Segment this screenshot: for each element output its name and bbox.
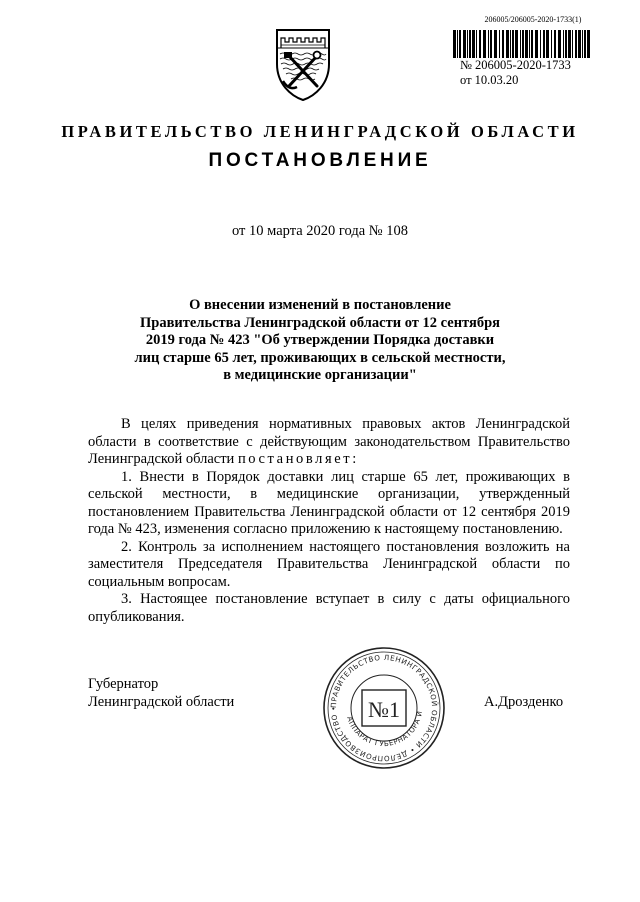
subject-line: О внесении изменений в постановление (189, 297, 451, 313)
barcode-bar (546, 30, 549, 58)
issuer-title: ПРАВИТЕЛЬСТВО ЛЕНИНГРАДСКОЙ ОБЛАСТИ (61, 122, 579, 141)
barcode-bar (499, 30, 500, 58)
barcode-bar (584, 30, 586, 58)
document-date-line: от 10 марта 2020 года № 108 (232, 223, 408, 239)
signatory-title-line: Губернатор (88, 676, 159, 692)
official-seal-stamp (322, 646, 446, 770)
registration-number: № 206005-2020-1733 (460, 58, 571, 72)
signatory-title (88, 676, 234, 711)
preamble-paragraph (88, 416, 570, 469)
barcode-bar (529, 30, 530, 58)
barcode-bar (453, 30, 456, 58)
barcode-bar (575, 30, 577, 58)
barcode-bar (490, 30, 492, 58)
registration-code: 206005/206005-2020-1733(1) (484, 15, 582, 24)
barcode-bar (572, 30, 573, 58)
document-type-title: ПОСТАНОВЛЕНИЕ (208, 150, 432, 171)
svg-text:ПРАВИТЕЛЬСТВО ЛЕНИНГРАДСКОЙ ОБ: ПРАВИТЕЛЬСТВО ЛЕНИНГРАДСКОЙ ОБЛАСТИ • ДЕЛОПРОИЗВОДСТВО • (328, 652, 440, 764)
barcode-bar (540, 30, 541, 58)
barcode-bar (512, 30, 514, 58)
barcode-bar (515, 30, 518, 58)
registration-date: от 10.03.20 (460, 73, 519, 87)
barcode-bar (457, 30, 458, 58)
barcode-bar (554, 30, 556, 58)
barcode-bar (488, 30, 489, 58)
coat-of-arms-emblem (271, 26, 335, 102)
subject-line: Правительства Ленинградской области от 12 сентября (139, 314, 500, 331)
barcode-bar (565, 30, 567, 58)
signatory-title-line: Ленинградской области (88, 693, 235, 710)
body-item: 3. Настоящее постановление вступает в силу с даты официального опубликования. (88, 591, 570, 625)
barcode-bar (459, 30, 461, 58)
barcode-bar (463, 30, 466, 58)
body-item: 1. Внести в Порядок доставки лиц старше 65 лет, проживающих в сельской местности, в медицинские организации, утвержденный постановлением Правительства Ленинградской области от 12 сентября 2019 года № 423, изменения согласно приложению к настоящему постановлению. (88, 468, 570, 537)
barcode-bar (568, 30, 571, 58)
barcode-bar (525, 30, 528, 58)
signatory-name: А.Дрозденко (484, 694, 564, 710)
decree-word: постановляет: (237, 451, 359, 467)
barcode-bar (551, 30, 552, 58)
svg-text:АППАРАТ ГУБЕРНАТОРА И: АППАРАТ ГУБЕРНАТОРА И (345, 710, 424, 749)
barcode-bar (494, 30, 497, 58)
barcode-bar (506, 30, 509, 58)
barcode-bar (587, 30, 590, 58)
barcode-bar (558, 30, 561, 58)
barcode-bar (479, 30, 481, 58)
document-body (88, 416, 570, 626)
barcode-bar (582, 30, 583, 58)
barcode-bar (520, 30, 521, 58)
body-item: 2. Контроль за исполнением настоящего постановления возложить на заместителя Председателя Правительства Ленинградской области по социальным вопросам. (88, 538, 570, 590)
document-subject (100, 297, 540, 385)
barcode-bar (563, 30, 564, 58)
barcode-bar (469, 30, 471, 58)
preamble-text: В целях приведения нормативных правовых актов Ленинградской области в соответствие с действующим законодательством Правительство Ленинградской области (88, 416, 570, 467)
barcode-bar (535, 30, 538, 58)
barcode-bar (472, 30, 475, 58)
barcode-bar (476, 30, 477, 58)
subject-line: 2019 года № 423 "Об утверждении Порядка доставки (145, 332, 495, 348)
barcode-bar (543, 30, 545, 58)
subject-line: лиц старше 65 лет, проживающих в сельской местности, (134, 349, 506, 366)
barcode-bar (467, 30, 468, 58)
registration-block (460, 58, 571, 88)
subject-line: в медицинские организации" (223, 367, 417, 383)
barcode-bar (510, 30, 511, 58)
barcode-bar (502, 30, 504, 58)
barcode-image (453, 30, 591, 58)
barcode-bar (522, 30, 524, 58)
barcode-bar (483, 30, 486, 58)
svg-text:№1: №1 (368, 697, 400, 722)
barcode-bar (578, 30, 581, 58)
barcode-bar (531, 30, 533, 58)
